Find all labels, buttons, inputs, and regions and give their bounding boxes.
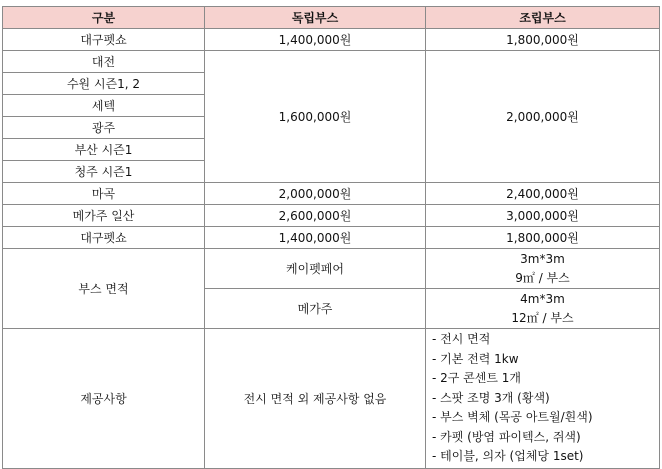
booth-area: 9㎡ / 부스 bbox=[515, 270, 570, 285]
list-item: - 카펫 (방염 파이텍스, 쥐색) bbox=[432, 429, 581, 444]
booth-area-value bbox=[426, 289, 660, 329]
group-independent-price: 1,600,000원 bbox=[205, 51, 426, 183]
table-row bbox=[3, 183, 660, 205]
row-assembled-price: 1,800,000원 bbox=[426, 227, 660, 249]
booth-price-table bbox=[2, 6, 660, 469]
row-independent-price: 2,600,000원 bbox=[205, 205, 426, 227]
group-category: 광주 bbox=[3, 117, 205, 139]
booth-area: 12㎡ / 부스 bbox=[511, 310, 574, 325]
booth-area-name: 메가주 bbox=[205, 289, 426, 329]
row-independent-price: 2,000,000원 bbox=[205, 183, 426, 205]
list-item: - 부스 벽체 (목공 아트월/흰색) bbox=[432, 410, 593, 425]
list-item: - 전시 면적 bbox=[432, 332, 491, 347]
booth-size: 3m*3m bbox=[520, 251, 565, 266]
header-assembled: 조립부스 bbox=[426, 7, 660, 29]
provisions-independent: 전시 면적 외 제공사항 없음 bbox=[205, 329, 426, 469]
row-assembled-price: 2,400,000원 bbox=[426, 183, 660, 205]
provisions-assembled-list bbox=[426, 329, 660, 469]
header-row bbox=[3, 7, 660, 29]
table-row bbox=[3, 51, 660, 73]
row-category: 마곡 bbox=[3, 183, 205, 205]
list-item: - 테이블, 의자 (업체당 1set) bbox=[432, 449, 584, 464]
group-category: 청주 시즌1 bbox=[3, 161, 205, 183]
booth-area-label: 부스 면적 bbox=[3, 249, 205, 329]
table-row bbox=[3, 29, 660, 51]
table-row bbox=[3, 227, 660, 249]
provisions-label: 제공사항 bbox=[3, 329, 205, 469]
group-category: 대전 bbox=[3, 51, 205, 73]
list-item: - 스팟 조명 3개 (황색) bbox=[432, 390, 550, 405]
header-category: 구분 bbox=[3, 7, 205, 29]
group-assembled-price: 2,000,000원 bbox=[426, 51, 660, 183]
group-category: 수원 시즌1, 2 bbox=[3, 73, 205, 95]
row-independent-price: 1,400,000원 bbox=[205, 29, 426, 51]
provisions-row bbox=[3, 329, 660, 469]
row-category: 대구펫쇼 bbox=[3, 29, 205, 51]
booth-area-row bbox=[3, 249, 660, 289]
row-category: 메가주 일산 bbox=[3, 205, 205, 227]
list-item: - 기본 전력 1kw bbox=[432, 351, 519, 366]
list-item: - 2구 콘센트 1개 bbox=[432, 371, 522, 386]
table-row bbox=[3, 205, 660, 227]
row-assembled-price: 1,800,000원 bbox=[426, 29, 660, 51]
row-assembled-price: 3,000,000원 bbox=[426, 205, 660, 227]
booth-size: 4m*3m bbox=[520, 291, 565, 306]
header-independent: 독립부스 bbox=[205, 7, 426, 29]
group-category: 부산 시즌1 bbox=[3, 139, 205, 161]
row-category: 대구펫쇼 bbox=[3, 227, 205, 249]
booth-area-name: 케이펫페어 bbox=[205, 249, 426, 289]
group-category: 세텍 bbox=[3, 95, 205, 117]
booth-area-value bbox=[426, 249, 660, 289]
row-independent-price: 1,400,000원 bbox=[205, 227, 426, 249]
